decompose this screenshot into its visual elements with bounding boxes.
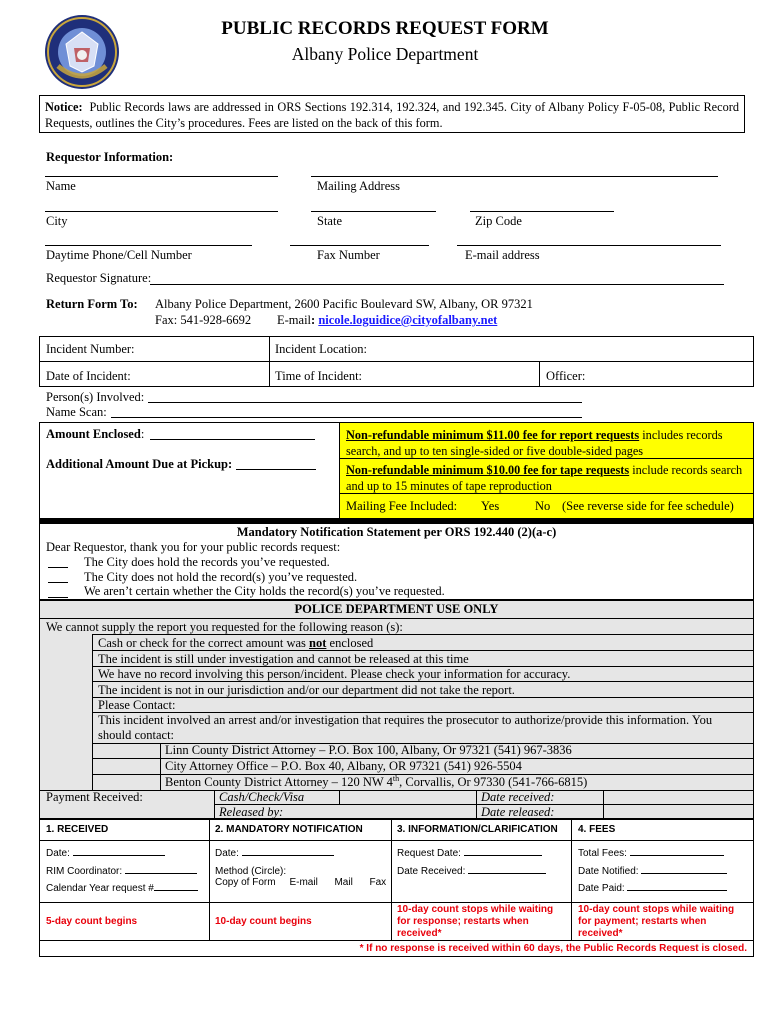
total-fees-text: Total Fees: [578,848,630,859]
date-notified-label[interactable] [578,866,727,877]
reason-3-text[interactable]: We have no record involving this person/incident. Please check your information for accuracy. [98,667,571,681]
reason-5-text[interactable]: Please Contact: [98,698,176,712]
incident-time-label[interactable]: Time of Incident: [275,369,363,383]
city-field[interactable] [45,211,278,212]
date-received-label[interactable]: Date received: [481,790,555,804]
rim-coordinator-label[interactable] [46,866,197,877]
email-field[interactable] [457,245,721,246]
notification-date-text: Date: [215,848,242,859]
clarification-column-title: 3. INFORMATION/CLARIFICATION [397,824,558,835]
workflow-col-4 [571,819,572,940]
notification-count-note: 10-day count begins [215,916,312,927]
request-date-label[interactable] [397,848,542,859]
incident-divider [39,361,754,362]
received-date-blank[interactable] [73,855,165,856]
fee-schedule-note: (See reverse side for fee schedule) [562,499,734,513]
return-fax: Fax: 541-928-6692 [155,313,252,327]
clarification-received-blank[interactable] [468,873,546,874]
option-2-checkbox[interactable] [48,582,68,583]
report-fee-detail: includes records search, and up to ten single-sided or five double-sided pages [346,428,723,458]
workflow-header-divider [39,840,754,841]
phone-label: Daytime Phone/Cell Number [46,248,192,262]
workflow-footer-divider [39,940,754,941]
police-divider-5 [92,697,754,698]
calendar-year-text: Calendar Year request # [46,883,154,894]
signature-field[interactable] [150,284,724,285]
released-by-label[interactable]: Released by: [219,805,284,819]
contact-benton-pre: Benton County District Attorney – 120 NW 4 [165,775,393,790]
clarification-received-label[interactable] [397,866,546,877]
police-intro: We cannot supply the report you requested for the following reason (s): [46,620,403,634]
police-use-heading: POLICE DEPARTMENT USE ONLY [294,602,499,616]
return-form-label: Return Form To: [46,297,138,311]
amount-enclosed-colon: : [140,427,145,441]
option-3-text: We aren’t certain whether the City holds the record(s) you’ve requested. [84,584,445,598]
reason-1-text[interactable] [98,636,373,651]
return-email-link[interactable]: nicole.loguidice@cityofalbany.net [318,313,498,327]
calendar-year-blank[interactable] [154,890,198,891]
option-1-text: The City does hold the records you’ve requested. [84,555,330,569]
return-email-colon: : [311,313,316,327]
mailing-fee-yes[interactable]: Yes [481,499,500,513]
state-label: State [317,214,342,228]
date-paid-label[interactable] [578,883,727,894]
state-field[interactable] [311,211,436,212]
notice-label: Notice: [45,100,83,114]
option-1-checkbox[interactable] [48,567,68,568]
police-divider-1 [92,634,754,635]
contact-city-attorney[interactable]: City Attorney Office – P.O. Box 40, Albany, OR 97321 (541) 926-5504 [165,759,522,773]
received-date-text: Date: [46,848,73,859]
contact-benton-post: , Corvallis, Or 97330 (541-766-6815) [399,775,588,790]
zip-label: Zip Code [475,214,522,228]
police-divider-0 [39,618,754,619]
zip-field[interactable] [470,211,614,212]
police-divider-10 [39,790,754,791]
mailing-fee-label: Mailing Fee Included: [346,499,458,513]
calendar-year-label[interactable] [46,883,198,894]
form-subtitle: Albany Police Department [291,44,479,64]
option-3-checkbox[interactable] [48,597,68,598]
form-title: PUBLIC RECORDS REQUEST FORM [221,18,549,39]
tape-fee-detail: include records search and up to 15 minutes of tape reproduction [346,463,743,493]
payment-method-label[interactable]: Cash/Check/Visa [219,790,305,804]
clarification-count-note: 10-day count stops while waiting for response; restarts when received* [397,904,554,939]
fax-field[interactable] [290,245,429,246]
notice-text: Public Records laws are addressed in ORS Sections 192.314, 192.324, and 192.345. City of Albany Policy F-05-08, Public Record Requests, outlines the City’s procedures. Fees are listed on the back of this form. [45,100,739,130]
email-label: E-mail address [465,248,540,262]
name-scan-field[interactable] [111,417,582,418]
closure-footnote: * If no response is received within 60 days, the Public Records Request is closed. [359,943,747,954]
return-email-line [277,313,497,328]
workflow-col-2 [209,819,210,940]
name-scan-label: Name Scan: [46,405,107,419]
incident-number-label[interactable]: Incident Number: [46,342,135,356]
reason-2-text[interactable]: The incident is still under investigation and cannot be released at this time [98,652,469,666]
tape-fee-text [346,462,748,494]
date-paid-blank[interactable] [627,890,727,891]
clarification-received-text: Date Received: [397,866,469,877]
reason-1-not: not [309,636,327,650]
request-date-blank[interactable] [464,855,542,856]
date-released-label[interactable]: Date released: [481,805,555,819]
report-fee-emphasis: Non-refundable minimum $11.00 fee for report requests [346,428,640,442]
reason-4-text[interactable]: The incident is not in our jurisdiction and/or our department did not take the report. [98,683,515,697]
report-fee-text [346,427,748,459]
notification-column-title: 2. MANDATORY NOTIFICATION [215,824,363,835]
incident-date-label[interactable]: Date of Incident: [46,369,131,383]
contact-linn[interactable]: Linn County District Attorney – P.O. Box 100, Albany, Or 97321 (541) 967-3836 [165,743,572,757]
notification-date-blank[interactable] [242,855,334,856]
mailing-address-label: Mailing Address [317,179,400,193]
total-fees-label[interactable] [578,848,724,859]
workflow-col-3 [391,819,392,940]
reason-1-post: enclosed [326,636,374,650]
received-column-title: 1. RECEIVED [46,824,109,835]
method-options[interactable]: Copy of Form E-mail Mail Fax [215,877,387,888]
contact-benton[interactable] [165,774,587,790]
workflow-count-divider [39,902,754,903]
name-field[interactable] [45,176,278,177]
incident-location-label[interactable]: Incident Location: [275,342,367,356]
notice-box [39,95,745,133]
date-notified-text: Date Notified: [578,866,642,877]
date-notified-blank[interactable] [641,873,727,874]
reason-6-line-1[interactable]: This incident involved an arrest and/or investigation that requires the prosecutor to authorize/provide this information. You [98,713,713,727]
requestor-heading: Requestor Information: [46,150,174,164]
police-divider-2 [92,650,754,651]
rim-coordinator-blank[interactable] [125,873,197,874]
tape-fee-emphasis: Non-refundable minimum $10.00 fee for tape requests [346,463,630,477]
date-paid-text: Date Paid: [578,883,628,894]
option-2-text: The City does not hold the record(s) you’ve requested. [84,570,358,584]
received-count-note: 5-day count begins [46,916,138,927]
notification-heading: Mandatory Notification Statement per ORS 192.440 (2)(a-c) [236,525,557,539]
method-label: Method (Circle): [215,866,287,877]
officer-label[interactable]: Officer: [546,369,586,383]
received-date-label[interactable] [46,848,165,859]
contact-benton-sup: th [392,774,400,783]
city-label: City [46,214,68,228]
mailing-address-field[interactable] [311,176,718,177]
signature-label: Requestor Signature: [46,271,152,285]
rim-coordinator-text: RIM Coordinator: [46,866,125,877]
request-date-text: Request Date: [397,848,464,859]
return-address: Albany Police Department, 2600 Pacific Boulevard SW, Albany, OR 97321 [155,297,533,311]
phone-field[interactable] [45,245,252,246]
additional-due-label: Additional Amount Due at Pickup: [46,457,233,471]
additional-due-field[interactable] [236,469,316,470]
persons-involved-field[interactable] [148,402,582,403]
return-email-label: E-mail [277,313,312,327]
amount-enclosed-field[interactable] [150,439,315,440]
officer-col-divider [539,361,540,387]
persons-involved-label: Person(s) Involved: [46,390,145,404]
amount-enclosed-label: Amount Enclosed [46,427,141,441]
amount-enclosed-line [46,427,144,442]
mailing-fee-no[interactable]: No [535,499,551,513]
reason-6-line-2: should contact: [98,728,175,742]
fees-count-note: 10-day count stops while waiting for payment; restarts when received* [578,904,735,939]
payment-col-2 [339,790,340,804]
total-fees-blank[interactable] [630,855,724,856]
fax-label: Fax Number [317,248,380,262]
payment-received-label: Payment Received: [46,790,143,804]
fees-column-title: 4. FEES [578,824,616,835]
contact-checkbox-col [160,743,161,790]
notification-date-label[interactable] [215,848,334,859]
name-label: Name [46,179,76,193]
incident-col-divider [269,336,270,387]
police-divider-4 [92,681,754,682]
notification-greeting: Dear Requestor, thank you for your public records request: [46,540,341,554]
reason-1-pre: Cash or check for the correct amount was [98,636,310,650]
